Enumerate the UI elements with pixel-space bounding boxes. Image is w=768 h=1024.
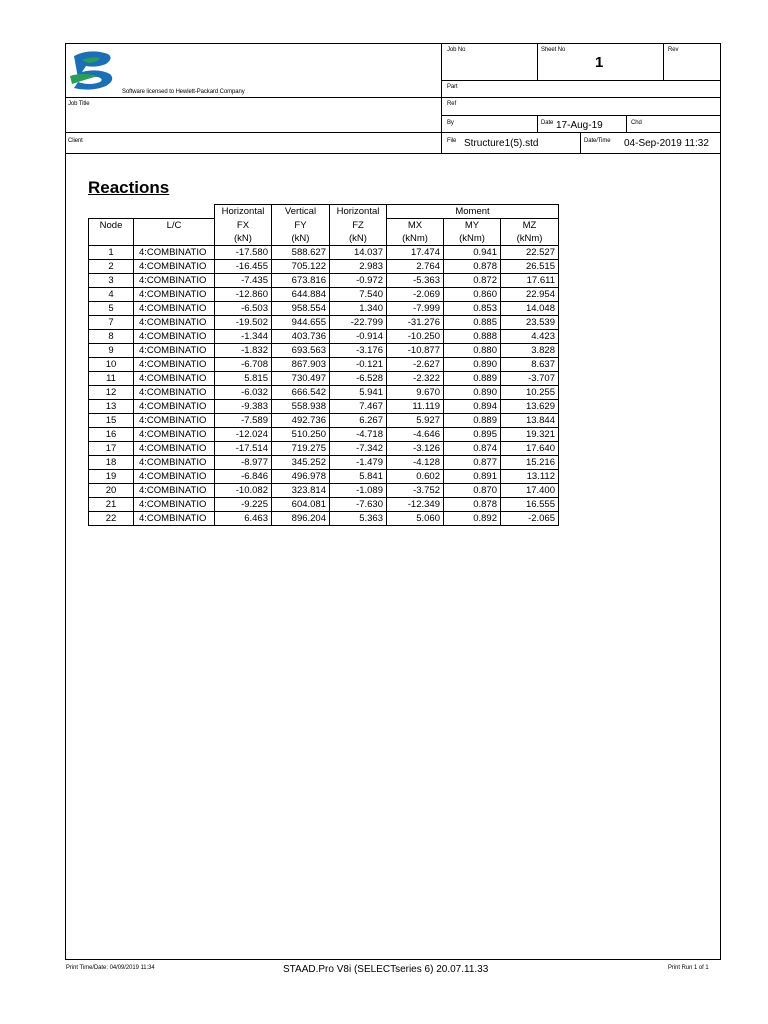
table-row [89, 442, 559, 456]
cell-lc: 4:COMBINATIO [134, 414, 215, 428]
table-column-header-row [89, 219, 559, 233]
cell-mz: 19.321 [501, 428, 559, 442]
cell-fy: 944.655 [272, 316, 330, 330]
col-header-lc: L/C [134, 219, 215, 233]
cell-my: 0.860 [444, 288, 501, 302]
cell-node: 3 [89, 274, 134, 288]
job-no-label: Job No [447, 46, 466, 53]
group-header-horizontal-fz: Horizontal [330, 205, 387, 219]
table-row [89, 246, 559, 260]
header-rule-bottom [65, 153, 721, 154]
cell-mx: 0.602 [387, 470, 444, 484]
datetime-label: Date/Time [584, 137, 611, 144]
cell-my: 0.890 [444, 386, 501, 400]
cell-mz: 16.555 [501, 498, 559, 512]
license-text: Software licensed to Hewlett-Packard Company [122, 88, 245, 95]
cell-fx: 5.815 [215, 372, 272, 386]
table-row [89, 400, 559, 414]
cell-lc: 4:COMBINATIO [134, 428, 215, 442]
cell-lc: 4:COMBINATIO [134, 400, 215, 414]
table-row [89, 302, 559, 316]
cell-mz: 14.048 [501, 302, 559, 316]
program-version: STAAD.Pro V8i (SELECTseries 6) 20.07.11.33 [283, 964, 489, 975]
cell-fz: -0.121 [330, 358, 387, 372]
cell-node: 1 [89, 246, 134, 260]
cell-my: 0.941 [444, 246, 501, 260]
cell-fy: 673.816 [272, 274, 330, 288]
col-header-my: MY [444, 219, 501, 233]
header-divider-datetime [580, 132, 581, 153]
cell-mz: 8.637 [501, 358, 559, 372]
cell-fy: 719.275 [272, 442, 330, 456]
cell-fx: -9.225 [215, 498, 272, 512]
cell-mz: 13.112 [501, 470, 559, 484]
cell-mx: -5.363 [387, 274, 444, 288]
unit-mz: (kNm) [501, 232, 559, 246]
cell-node: 16 [89, 428, 134, 442]
cell-fy: 496.978 [272, 470, 330, 484]
header-divider-sheet [537, 43, 538, 80]
cell-mz: 23.539 [501, 316, 559, 330]
cell-mz: 13.844 [501, 414, 559, 428]
cell-mz: 4.423 [501, 330, 559, 344]
cell-mx: 11.119 [387, 400, 444, 414]
header-rule-part [441, 80, 721, 81]
cell-mz: 22.527 [501, 246, 559, 260]
cell-lc: 4:COMBINATIO [134, 358, 215, 372]
cell-node: 2 [89, 260, 134, 274]
cell-fx: -12.024 [215, 428, 272, 442]
header-rule-client [65, 132, 721, 133]
cell-mx: -10.250 [387, 330, 444, 344]
table-row [89, 484, 559, 498]
col-header-fz: FZ [330, 219, 387, 233]
cell-fz: -3.176 [330, 344, 387, 358]
sheet-no-value: 1 [595, 54, 604, 71]
cell-fy: 867.903 [272, 358, 330, 372]
date-label: Date [541, 119, 554, 126]
cell-mx: 9.670 [387, 386, 444, 400]
cell-mx: -2.627 [387, 358, 444, 372]
date-value: 17-Aug-19 [556, 120, 603, 131]
cell-my: 0.885 [444, 316, 501, 330]
cell-fx: -7.589 [215, 414, 272, 428]
col-header-fx: FX [215, 219, 272, 233]
col-header-fy: FY [272, 219, 330, 233]
unit-fx: (kN) [215, 232, 272, 246]
cell-lc: 4:COMBINATIO [134, 344, 215, 358]
cell-lc: 4:COMBINATIO [134, 442, 215, 456]
cell-node: 9 [89, 344, 134, 358]
cell-mx: -31.276 [387, 316, 444, 330]
by-label: By [447, 119, 454, 126]
cell-fx: -6.032 [215, 386, 272, 400]
cell-lc: 4:COMBINATIO [134, 274, 215, 288]
table-row [89, 316, 559, 330]
cell-fz: 5.841 [330, 470, 387, 484]
table-row [89, 414, 559, 428]
cell-fx: -8.977 [215, 456, 272, 470]
cell-mx: -3.126 [387, 442, 444, 456]
header-divider-main [441, 43, 442, 153]
table-row [89, 358, 559, 372]
part-label: Part [447, 83, 458, 90]
cell-fx: 6.463 [215, 512, 272, 526]
cell-fx: -19.502 [215, 316, 272, 330]
cell-mz: 17.400 [501, 484, 559, 498]
bentley-logo-icon [68, 46, 118, 94]
cell-fy: 588.627 [272, 246, 330, 260]
cell-fz: -1.089 [330, 484, 387, 498]
cell-lc: 4:COMBINATIO [134, 330, 215, 344]
header-divider-chd [626, 115, 627, 132]
cell-fy: 558.938 [272, 400, 330, 414]
cell-mz: 15.216 [501, 456, 559, 470]
table-row [89, 456, 559, 470]
cell-lc: 4:COMBINATIO [134, 470, 215, 484]
cell-mz: -3.707 [501, 372, 559, 386]
cell-fy: 492.736 [272, 414, 330, 428]
cell-node: 20 [89, 484, 134, 498]
client-label: Client [68, 137, 83, 144]
cell-fy: 730.497 [272, 372, 330, 386]
cell-fz: 14.037 [330, 246, 387, 260]
cell-my: 0.853 [444, 302, 501, 316]
table-row [89, 428, 559, 442]
cell-lc: 4:COMBINATIO [134, 288, 215, 302]
cell-node: 8 [89, 330, 134, 344]
cell-lc: 4:COMBINATIO [134, 372, 215, 386]
table-row [89, 274, 559, 288]
cell-mz: 13.629 [501, 400, 559, 414]
table-units-row [89, 232, 559, 246]
unit-fy: (kN) [272, 232, 330, 246]
header-divider-date [537, 115, 538, 132]
cell-node: 10 [89, 358, 134, 372]
header-divider-rev [663, 43, 664, 80]
cell-node: 12 [89, 386, 134, 400]
cell-mz: 10.255 [501, 386, 559, 400]
cell-lc: 4:COMBINATIO [134, 316, 215, 330]
cell-node: 17 [89, 442, 134, 456]
cell-fy: 345.252 [272, 456, 330, 470]
cell-fx: -7.435 [215, 274, 272, 288]
table-group-header-row [89, 205, 559, 219]
cell-mz: 22.954 [501, 288, 559, 302]
cell-fy: 644.884 [272, 288, 330, 302]
cell-node: 15 [89, 414, 134, 428]
cell-mx: -7.999 [387, 302, 444, 316]
cell-node: 4 [89, 288, 134, 302]
cell-fy: 693.563 [272, 344, 330, 358]
table-row [89, 344, 559, 358]
chd-label: Chd [631, 119, 642, 126]
cell-fz: 7.467 [330, 400, 387, 414]
rev-label: Rev [668, 46, 679, 53]
table-row [89, 260, 559, 274]
cell-mx: -2.069 [387, 288, 444, 302]
cell-node: 21 [89, 498, 134, 512]
cell-fy: 958.554 [272, 302, 330, 316]
cell-fx: -10.082 [215, 484, 272, 498]
cell-lc: 4:COMBINATIO [134, 260, 215, 274]
unit-my: (kNm) [444, 232, 501, 246]
cell-my: 0.872 [444, 274, 501, 288]
cell-my: 0.891 [444, 470, 501, 484]
cell-mx: 2.764 [387, 260, 444, 274]
cell-my: 0.877 [444, 456, 501, 470]
group-header-moment: Moment [387, 205, 559, 219]
table-row [89, 498, 559, 512]
cell-my: 0.895 [444, 428, 501, 442]
cell-node: 5 [89, 302, 134, 316]
table-row [89, 288, 559, 302]
cell-mz: 3.828 [501, 344, 559, 358]
cell-node: 18 [89, 456, 134, 470]
datetime-value: 04-Sep-2019 11:32 [624, 138, 709, 149]
cell-node: 13 [89, 400, 134, 414]
cell-mx: -4.128 [387, 456, 444, 470]
group-header-vertical-fy: Vertical [272, 205, 330, 219]
cell-fx: -12.860 [215, 288, 272, 302]
cell-mx: 5.060 [387, 512, 444, 526]
cell-my: 0.889 [444, 372, 501, 386]
cell-fz: 7.540 [330, 288, 387, 302]
table-row [89, 330, 559, 344]
table-row [89, 512, 559, 526]
cell-fz: 5.363 [330, 512, 387, 526]
cell-lc: 4:COMBINATIO [134, 512, 215, 526]
sheet-no-label: Sheet No [541, 46, 566, 53]
print-run: Print Run 1 of 1 [668, 964, 709, 971]
cell-node: 11 [89, 372, 134, 386]
table-row [89, 386, 559, 400]
cell-my: 0.870 [444, 484, 501, 498]
cell-my: 0.880 [444, 344, 501, 358]
unit-fz: (kN) [330, 232, 387, 246]
cell-my: 0.892 [444, 512, 501, 526]
cell-lc: 4:COMBINATIO [134, 484, 215, 498]
cell-fz: -22.799 [330, 316, 387, 330]
cell-lc: 4:COMBINATIO [134, 386, 215, 400]
cell-fz: -6.528 [330, 372, 387, 386]
cell-mx: 17.474 [387, 246, 444, 260]
cell-fy: 510.250 [272, 428, 330, 442]
cell-fz: -7.630 [330, 498, 387, 512]
cell-lc: 4:COMBINATIO [134, 456, 215, 470]
cell-mz: 17.640 [501, 442, 559, 456]
cell-my: 0.888 [444, 330, 501, 344]
cell-mx: -10.877 [387, 344, 444, 358]
group-header-horizontal-fx: Horizontal [215, 205, 272, 219]
cell-fx: -6.708 [215, 358, 272, 372]
cell-fx: -6.846 [215, 470, 272, 484]
cell-node: 19 [89, 470, 134, 484]
cell-fy: 666.542 [272, 386, 330, 400]
cell-fx: -6.503 [215, 302, 272, 316]
cell-fz: -7.342 [330, 442, 387, 456]
cell-my: 0.890 [444, 358, 501, 372]
cell-mz: 26.515 [501, 260, 559, 274]
cell-fz: -0.914 [330, 330, 387, 344]
cell-fy: 323.814 [272, 484, 330, 498]
cell-fy: 403.736 [272, 330, 330, 344]
cell-lc: 4:COMBINATIO [134, 246, 215, 260]
cell-fz: 6.267 [330, 414, 387, 428]
file-label: File [447, 137, 457, 144]
cell-mx: -2.322 [387, 372, 444, 386]
cell-fx: -1.832 [215, 344, 272, 358]
cell-fz: -1.479 [330, 456, 387, 470]
cell-mz: -2.065 [501, 512, 559, 526]
table-row [89, 470, 559, 484]
cell-node: 7 [89, 316, 134, 330]
page-title: Reactions [88, 178, 170, 197]
cell-fx: -9.383 [215, 400, 272, 414]
cell-fz: 1.340 [330, 302, 387, 316]
cell-my: 0.874 [444, 442, 501, 456]
reactions-table-body [89, 246, 559, 526]
header-rule-jobtitle [65, 97, 721, 98]
file-value: Structure1(5).std [464, 138, 539, 149]
cell-fz: -4.718 [330, 428, 387, 442]
cell-fx: -17.514 [215, 442, 272, 456]
cell-my: 0.894 [444, 400, 501, 414]
unit-mx: (kNm) [387, 232, 444, 246]
cell-lc: 4:COMBINATIO [134, 498, 215, 512]
cell-mx: 5.927 [387, 414, 444, 428]
cell-fx: -16.455 [215, 260, 272, 274]
table-row [89, 372, 559, 386]
cell-my: 0.878 [444, 498, 501, 512]
cell-mx: -4.646 [387, 428, 444, 442]
col-header-node: Node [89, 219, 134, 233]
cell-fy: 705.122 [272, 260, 330, 274]
cell-mz: 17.611 [501, 274, 559, 288]
cell-fy: 896.204 [272, 512, 330, 526]
cell-fx: -17.580 [215, 246, 272, 260]
job-title-label: Job Title [68, 100, 90, 107]
cell-my: 0.889 [444, 414, 501, 428]
cell-lc: 4:COMBINATIO [134, 302, 215, 316]
header-rule-by [441, 115, 721, 116]
cell-mx: -12.349 [387, 498, 444, 512]
cell-mx: -3.752 [387, 484, 444, 498]
cell-fz: -0.972 [330, 274, 387, 288]
cell-fz: 5.941 [330, 386, 387, 400]
print-time: Print Time/Date: 04/09/2019 11:34 [66, 964, 155, 971]
col-header-mz: MZ [501, 219, 559, 233]
cell-fy: 604.081 [272, 498, 330, 512]
cell-my: 0.878 [444, 260, 501, 274]
ref-label: Ref [447, 100, 457, 107]
cell-fx: -1.344 [215, 330, 272, 344]
cell-fz: 2.983 [330, 260, 387, 274]
reactions-table [88, 204, 559, 526]
cell-node: 22 [89, 512, 134, 526]
col-header-mx: MX [387, 219, 444, 233]
